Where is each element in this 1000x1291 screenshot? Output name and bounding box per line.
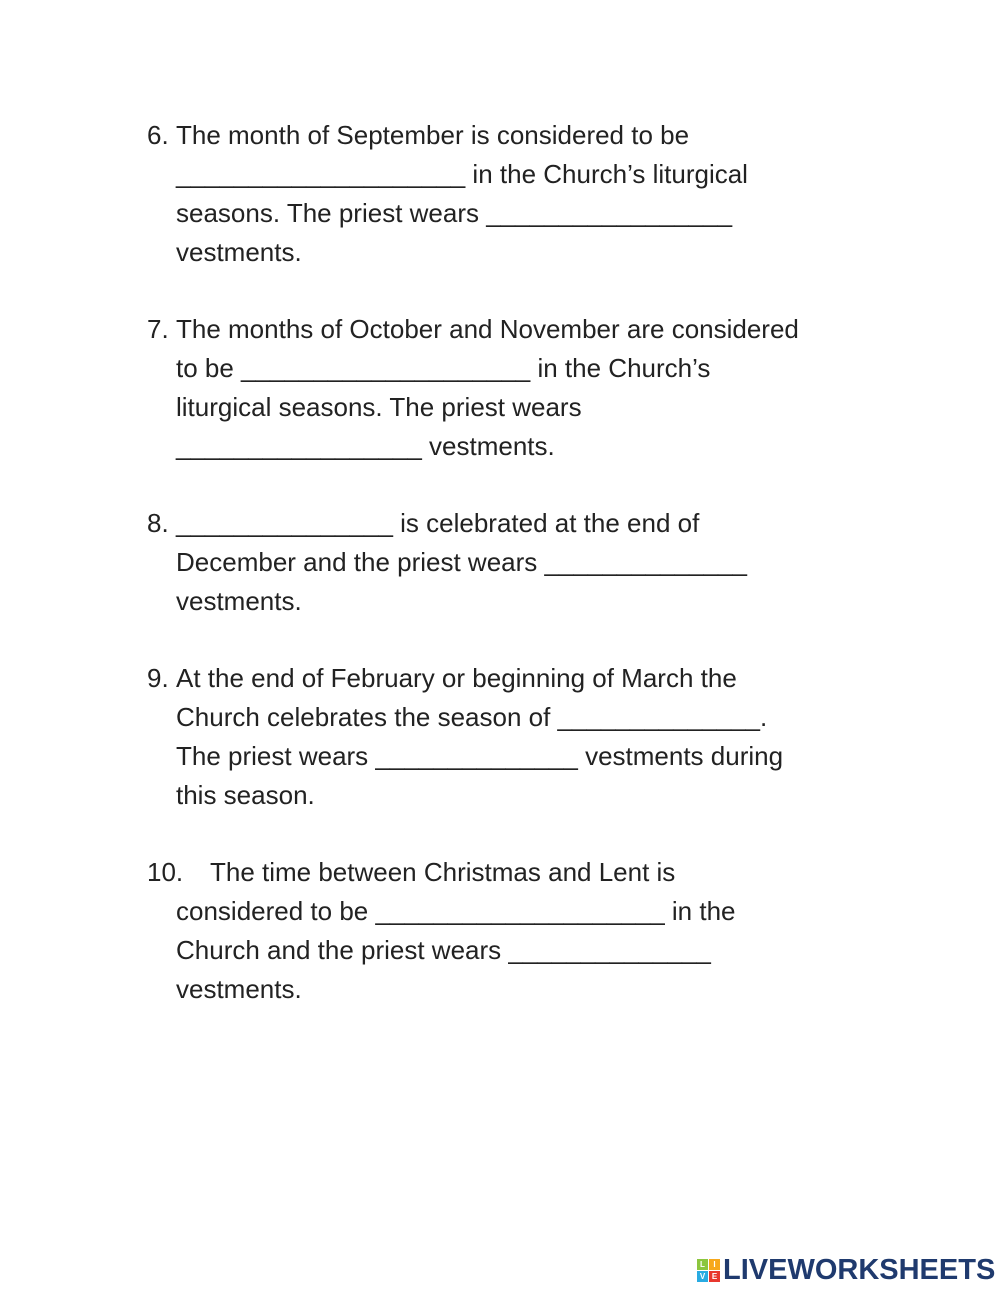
question-line: vestments. <box>176 586 302 616</box>
question-line: December and the priest wears ______________ <box>176 547 747 577</box>
question-number: 7. <box>147 314 169 344</box>
question-line: The months of October and November are considered <box>176 314 799 344</box>
question-10 <box>147 853 736 1009</box>
question-line: _________________ vestments. <box>176 431 555 461</box>
question-line: to be ____________________ in the Church’s <box>176 353 711 383</box>
question-number: 8. <box>147 508 169 538</box>
question-line: Church and the priest wears ______________ <box>176 935 711 965</box>
question-line: vestments. <box>176 237 302 267</box>
question-line: Church celebrates the season of ______________. <box>176 702 768 732</box>
liveworksheets-logo <box>697 1254 995 1287</box>
question-line: _______________ is celebrated at the end of <box>176 508 700 538</box>
logo-text: LIVEWORKSHEETS <box>723 1254 996 1286</box>
question-line: this season. <box>176 780 315 810</box>
question-line: seasons. The priest wears _________________ <box>176 198 733 228</box>
logo-cube-letter: I <box>709 1259 720 1270</box>
question-9 <box>147 659 783 815</box>
logo-cube-letter: E <box>709 1271 720 1282</box>
question-line: The priest wears ______________ vestments during <box>176 741 784 771</box>
question-line: At the end of February or beginning of March the <box>176 663 737 693</box>
logo-cube-icon <box>697 1259 720 1282</box>
question-8 <box>147 504 747 621</box>
question-line: ____________________ in the Church’s liturgical <box>176 159 748 189</box>
question-7 <box>147 310 799 466</box>
question-line: The month of September is considered to be <box>176 120 690 150</box>
logo-cube-letter: V <box>697 1271 708 1282</box>
question-number: 10. <box>147 857 184 887</box>
question-line: considered to be ____________________ in the <box>176 896 736 926</box>
question-line: liturgical seasons. The priest wears <box>176 392 582 422</box>
question-number: 9. <box>147 663 169 693</box>
question-number: 6. <box>147 120 169 150</box>
question-6 <box>147 116 748 272</box>
question-line: The time between Christmas and Lent is <box>196 857 676 887</box>
logo-cube-letter: L <box>697 1259 708 1270</box>
question-line: vestments. <box>176 974 302 1004</box>
